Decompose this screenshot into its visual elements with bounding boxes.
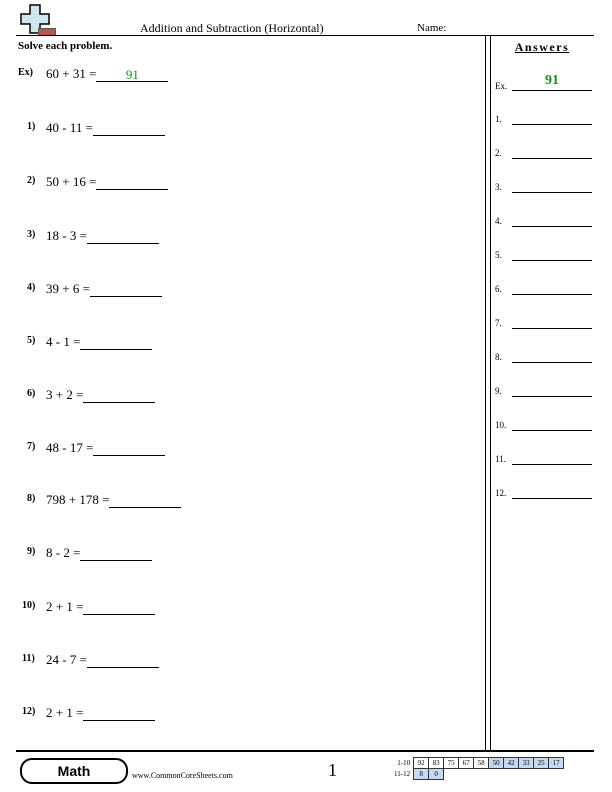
answer-key-number: 2. [495, 148, 502, 158]
score-range-label: 11-12 [394, 770, 411, 778]
answer-example-value: 91 [545, 73, 559, 88]
answer-key-number: 7. [495, 318, 502, 328]
score-cell: 25 [534, 758, 549, 769]
problem-number: 7) [27, 441, 36, 452]
problem-row [46, 120, 165, 136]
problem-row [46, 705, 155, 721]
problem-expression: 48 - 17 = [46, 440, 94, 455]
score-cell: 42 [504, 758, 519, 769]
score-cell: 0 [429, 769, 444, 780]
answer-key-number: 12. [495, 488, 507, 498]
answers-heading: Answers [514, 40, 570, 54]
score-cell: 33 [519, 758, 534, 769]
answer-blank[interactable] [80, 546, 152, 561]
footer-rule [16, 750, 594, 752]
problem-row [46, 492, 181, 508]
problem-expression: 4 - 1 = [46, 334, 81, 349]
score-cell: 50 [489, 758, 504, 769]
problem-number: 4) [27, 282, 36, 293]
problem-number: Ex) [18, 67, 33, 78]
answer-key-number: 1. [495, 114, 502, 124]
problem-number: 5) [27, 335, 36, 346]
answer-key-number: 5. [495, 250, 502, 260]
answer-key-line[interactable] [512, 124, 592, 125]
answer-blank[interactable] [83, 388, 155, 403]
answer-key-line[interactable] [512, 158, 592, 159]
score-cell: 75 [444, 758, 459, 769]
answer-example-line[interactable] [512, 90, 592, 91]
answer-blank[interactable] [83, 706, 155, 721]
answer-key-line[interactable] [512, 260, 592, 261]
answer-blank[interactable] [83, 600, 155, 615]
problem-row [46, 545, 152, 561]
score-cell: 17 [549, 758, 564, 769]
score-table [392, 757, 564, 780]
score-cell: 67 [459, 758, 474, 769]
answer-key-number: 3. [495, 182, 502, 192]
answer-blank[interactable] [93, 121, 165, 136]
problem-row [46, 440, 165, 456]
answer-blank[interactable] [90, 282, 162, 297]
answer-key-line[interactable] [512, 328, 592, 329]
score-row [392, 769, 564, 780]
answer-blank[interactable] [96, 175, 168, 190]
answer-key-line[interactable] [512, 362, 592, 363]
answer-key-line[interactable] [512, 192, 592, 193]
problem-row [46, 281, 162, 297]
column-divider [485, 36, 491, 750]
problem-expression: 798 + 178 = [46, 492, 110, 507]
answer-blank[interactable] [87, 653, 159, 668]
problem-row [46, 174, 168, 190]
answer-blank[interactable] [109, 493, 181, 508]
answer-key-line[interactable] [512, 464, 592, 465]
answer-key-number: 9. [495, 386, 502, 396]
page-number: 1 [328, 760, 337, 780]
problem-number: 3) [27, 229, 36, 240]
problem-expression: 40 - 11 = [46, 120, 93, 135]
answer-key-number: 11. [495, 454, 506, 464]
problem-row [46, 228, 159, 244]
problem-expression: 18 - 3 = [46, 228, 87, 243]
answer-key-number: 4. [495, 216, 502, 226]
score-row [392, 758, 564, 769]
problem-expression: 2 + 1 = [46, 705, 84, 720]
score-range-label: 1-10 [397, 759, 411, 767]
header-rule [16, 35, 594, 36]
problem-number: 9) [27, 546, 36, 557]
answer-key-line[interactable] [512, 226, 592, 227]
problem-row [46, 334, 152, 350]
answer-key-line[interactable] [512, 294, 592, 295]
instructions: Solve each problem. [18, 40, 113, 52]
answer-blank[interactable] [80, 335, 152, 350]
answer-blank[interactable] [93, 441, 165, 456]
problem-number: 6) [27, 388, 36, 399]
answer-blank[interactable]: 91 [96, 67, 168, 82]
score-table-wrap [392, 757, 564, 780]
problem-number: 1) [27, 121, 36, 132]
answer-example-label: Ex. [495, 81, 508, 91]
score-cell: 92 [414, 758, 429, 769]
worksheet-title: Addition and Subtraction (Horizontal) [140, 21, 324, 35]
score-cell: 83 [429, 758, 444, 769]
problem-expression: 60 + 31 = [46, 66, 97, 81]
problem-row [46, 652, 159, 668]
website-link[interactable]: www.CommonCoreSheets.com [132, 771, 233, 780]
answer-key-line[interactable] [512, 430, 592, 431]
problem-number: 11) [22, 653, 35, 664]
name-label: Name: [417, 22, 447, 34]
problem-expression: 39 + 6 = [46, 281, 90, 296]
math-badge: Math [20, 758, 128, 784]
problem-expression: 50 + 16 = [46, 174, 97, 189]
score-cell: 8 [414, 769, 429, 780]
answer-blank[interactable] [87, 229, 159, 244]
problem-expression: 3 + 2 = [46, 387, 84, 402]
answer-key-number: 8. [495, 352, 502, 362]
answer-key-number: 6. [495, 284, 502, 294]
problem-row [46, 66, 168, 82]
problem-expression: 2 + 1 = [46, 599, 84, 614]
answer-key-line[interactable] [512, 396, 592, 397]
problem-row [46, 387, 155, 403]
problem-number: 10) [22, 600, 36, 611]
problem-number: 2) [27, 175, 36, 186]
problem-row [46, 599, 155, 615]
problem-expression: 24 - 7 = [46, 652, 87, 667]
answer-key-line[interactable] [512, 498, 592, 499]
answer-key-number: 10. [495, 420, 507, 430]
problem-expression: 8 - 2 = [46, 545, 81, 560]
problem-number: 8) [27, 493, 36, 504]
score-cell: 58 [474, 758, 489, 769]
problem-number: 12) [22, 706, 36, 717]
